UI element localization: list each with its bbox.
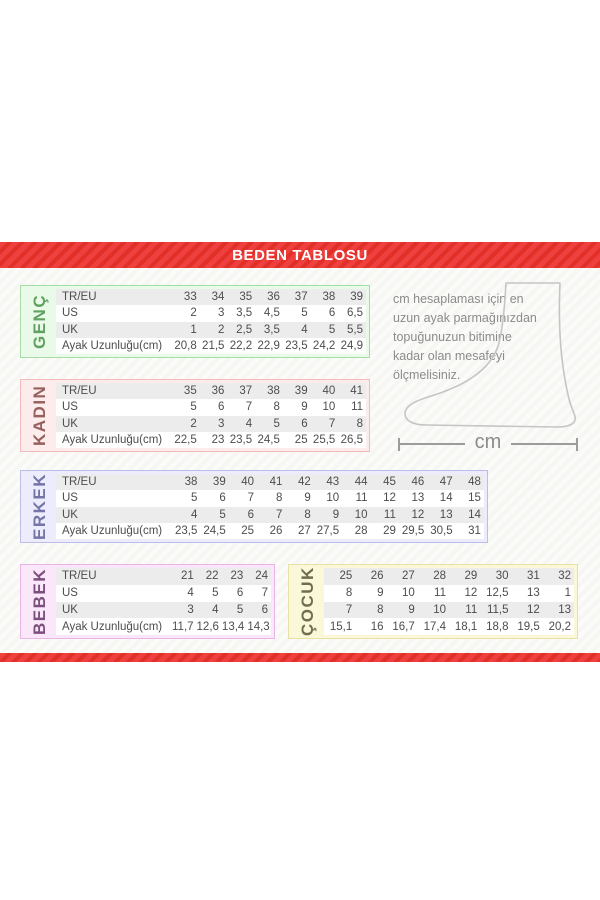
size-cell: 8 [356,417,364,430]
size-cell: 14 [468,508,481,521]
size-cell: 22 [205,570,219,583]
size-cell: 18,8 [486,620,509,633]
size-cell: 7 [245,401,253,414]
size-cell: 8 [304,508,311,521]
size-cell: 21 [180,570,194,583]
table-row [56,289,366,305]
size-cell: 36 [211,385,225,398]
size-cell: 16,7 [392,620,415,633]
size-table-genc [20,285,370,358]
table-row [56,490,484,506]
size-cell: 10 [326,492,340,505]
size-cell: 3 [218,307,225,320]
table-row [56,474,484,490]
table-label-kadin: KADIN [30,384,49,447]
size-cell: 6,5 [347,307,364,320]
size-table-erkek [20,470,488,543]
size-cell: 43 [326,476,340,489]
size-cell: 8 [276,492,283,505]
size-cell: 26 [269,524,283,537]
size-cell: 9 [408,603,415,616]
table-row [56,602,271,619]
size-cell: 3 [187,603,194,616]
table-label-genc: GENÇ [30,293,49,350]
table-rows-bebek [56,568,271,635]
size-cell: 23,5 [285,339,308,352]
size-cell: 6 [236,587,244,600]
size-cell: 38 [267,385,280,398]
size-cell: 12 [383,492,396,505]
size-cell: 22,9 [257,339,280,352]
size-cell: 8 [345,587,353,600]
size-cell: 41 [269,476,283,489]
size-cell: 7 [328,417,336,430]
size-table-cocuk [288,564,578,639]
table-rows-genc [56,289,366,354]
size-cell: 24,9 [340,339,364,352]
size-cell: 9 [332,508,340,521]
row-label: US [62,307,78,320]
size-cell: 2 [190,307,197,320]
size-cell: 37 [239,385,253,398]
table-rows-erkek [56,474,484,539]
size-cell: 3 [218,417,225,430]
size-cell: 30 [495,570,509,583]
size-cell: 2 [190,417,197,430]
size-cell: 23 [211,433,225,446]
size-cell: 5,5 [347,323,364,336]
size-cell: 38 [322,291,336,304]
table-row [56,585,271,602]
size-cell: 4 [212,603,219,616]
table-row [324,568,574,585]
table-row [56,432,366,448]
size-cell: 5 [190,492,198,505]
row-label: TR/EU [62,385,97,398]
size-cell: 11 [434,587,446,600]
size-cell: 25,5 [312,433,336,446]
size-cell: 31 [468,524,481,537]
size-cell: 27 [298,524,311,537]
table-row [324,602,574,619]
row-label: UK [62,603,78,616]
measure-tick-right [576,438,578,451]
measure-unit-label: cm [474,431,502,453]
table-rows-kadin [56,383,366,448]
size-cell: 7 [247,492,255,505]
size-cell: 48 [468,476,481,489]
size-cell: 23,5 [229,433,253,446]
size-cell: 4 [187,587,194,600]
table-row [56,568,271,585]
size-cell: 11 [355,492,368,505]
size-cell: 5 [190,401,197,414]
size-cell: 10 [354,508,368,521]
size-cell: 39 [350,291,364,304]
size-cell: 10 [401,587,415,600]
table-rows-cocuk [324,568,574,635]
size-cell: 25 [241,524,255,537]
size-cell: 8 [377,603,384,616]
size-cell: 28 [433,570,446,583]
size-cell: 12 [464,587,478,600]
page-title: BEDEN TABLOSU [232,246,368,264]
size-cell: 10 [322,401,336,414]
size-cell: 13 [526,587,540,600]
size-cell: 29 [464,570,478,583]
size-cell: 30,5 [430,524,453,537]
size-cell: 4 [190,508,198,521]
size-cell: 5 [236,603,244,616]
measure-segment-left [400,443,465,445]
size-cell: 28 [354,524,368,537]
size-cell: 1 [564,587,571,600]
size-cell: 12 [526,603,540,616]
size-cell: 5 [273,417,280,430]
size-cell: 6 [261,603,268,616]
size-cell: 37 [294,291,308,304]
size-cell: 18,1 [454,620,478,633]
table-row [56,507,484,523]
table-label-cocuk: ÇOCUK [298,566,317,637]
size-cell: 3,5 [236,307,253,320]
size-cell: 10 [433,603,446,616]
size-cell: 32 [558,570,571,583]
size-cell: 26 [370,570,384,583]
size-cell: 20,2 [548,620,571,633]
row-label: US [62,587,78,600]
size-cell: 4,5 [263,307,280,320]
measurement-note: cm hesaplaması için en uzun ayak parmağınızdan topuğunuzun bitimine kadar olan mesafeyi ölçmelisiniz. [393,292,537,382]
size-cell: 9 [301,401,308,414]
size-cell: 38 [184,476,198,489]
table-row [56,399,366,415]
size-cell: 14 [439,492,453,505]
size-cell: 22,5 [174,433,197,446]
table-row [56,305,366,321]
size-cell: 47 [439,476,453,489]
row-label: Ayak Uzunluğu(cm) [62,524,163,537]
size-cell: 6 [219,492,226,505]
size-cell: 6 [301,417,308,430]
size-cell: 1 [190,323,197,336]
size-cell: 5 [212,587,219,600]
row-label: Ayak Uzunluğu(cm) [62,620,163,633]
row-label: TR/EU [62,476,97,489]
row-label: US [62,401,78,414]
table-row [56,322,366,338]
measure-line [398,431,578,453]
size-cell: 11 [383,508,396,521]
size-cell: 46 [411,476,425,489]
size-cell: 24,5 [203,524,226,537]
size-cell: 11,7 [172,620,194,633]
table-row [324,618,574,635]
measure-segment-right [511,443,576,445]
size-cell: 24,2 [312,339,336,352]
size-cell: 2 [218,323,225,336]
size-table-bebek [20,564,275,639]
row-label: TR/EU [62,570,97,583]
size-cell: 34 [211,291,225,304]
size-cell: 4 [301,323,308,336]
size-cell: 35 [183,385,197,398]
row-label: UK [62,508,78,521]
size-cell: 45 [383,476,396,489]
size-cell: 11 [351,401,364,414]
size-cell: 13 [439,508,453,521]
size-cell: 4 [245,417,253,430]
size-cell: 7 [276,508,283,521]
size-cell: 5 [328,323,336,336]
row-label: UK [62,417,78,430]
size-cell: 33 [183,291,197,304]
size-cell: 27,5 [316,524,340,537]
size-cell: 9 [304,492,311,505]
size-table-kadin [20,379,370,452]
size-cell: 3,5 [263,323,280,336]
size-cell: 22,2 [229,339,253,352]
size-cell: 27 [401,570,415,583]
size-cell: 25 [294,433,308,446]
size-cell: 12,5 [486,587,509,600]
size-cell: 24,5 [257,433,280,446]
size-cell: 40 [322,385,336,398]
size-cell: 44 [354,476,368,489]
size-cell: 17,4 [423,620,446,633]
foot-outline-icon [398,280,583,432]
size-cell: 15 [468,492,481,505]
size-cell: 20,8 [174,339,197,352]
size-cell: 11,5 [486,603,509,616]
size-cell: 39 [212,476,226,489]
size-cell: 29 [383,524,396,537]
size-cell: 23 [230,570,244,583]
row-label: Ayak Uzunluğu(cm) [62,433,163,446]
size-cell: 36 [267,291,280,304]
row-label: Ayak Uzunluğu(cm) [62,339,163,352]
size-cell: 9 [377,587,384,600]
size-cell: 7 [261,587,268,600]
size-cell: 12,6 [196,620,219,633]
table-row [324,585,574,602]
size-cell: 12 [411,508,425,521]
table-row [56,383,366,399]
size-cell: 6 [218,401,225,414]
size-cell: 6 [247,508,255,521]
size-cell: 13,4 [221,620,245,633]
table-row [56,338,366,354]
table-label-bebek: BEBEK [30,567,49,635]
size-cell: 13 [558,603,571,616]
title-banner [0,242,600,268]
size-cell: 7 [345,603,353,616]
size-cell: 8 [273,401,280,414]
size-cell: 29,5 [401,524,425,537]
table-label-erkek: ERKEK [30,472,49,540]
table-row [56,416,366,432]
table-row [56,618,271,635]
size-cell: 40 [241,476,255,489]
size-cell: 16 [370,620,384,633]
size-cell: 25 [339,570,353,583]
size-cell: 42 [298,476,311,489]
bottom-accent-bar [0,653,600,662]
size-cell: 14,3 [247,620,270,633]
size-cell: 41 [350,385,364,398]
size-cell: 13 [411,492,425,505]
size-cell: 6 [328,307,336,320]
size-cell: 5 [219,508,226,521]
size-cell: 19,5 [517,620,540,633]
row-label: UK [62,323,78,336]
size-cell: 5 [301,307,308,320]
size-cell: 31 [526,570,540,583]
size-cell: 35 [239,291,253,304]
row-label: US [62,492,78,505]
row-label: TR/EU [62,291,97,304]
size-cell: 26,5 [340,433,364,446]
size-cell: 39 [294,385,308,398]
size-cell: 15,1 [329,620,353,633]
table-row [56,523,484,539]
size-cell: 11 [465,603,478,616]
size-cell: 23,5 [174,524,198,537]
size-cell: 24 [255,570,268,583]
size-cell: 21,5 [202,339,225,352]
size-cell: 2,5 [236,323,253,336]
